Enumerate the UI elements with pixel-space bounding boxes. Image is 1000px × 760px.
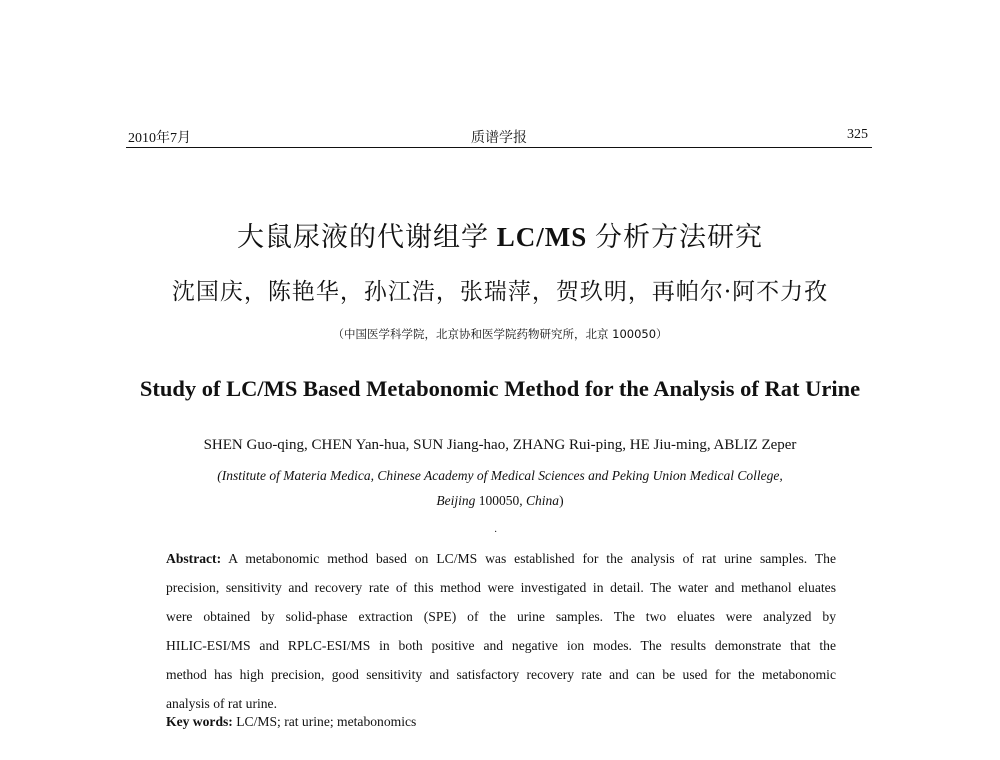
affiliation-postcode: 100050, (475, 493, 527, 508)
abstract-label: Abstract: (166, 551, 222, 566)
header-rule (126, 147, 872, 148)
chinese-title-part1: 大鼠尿液的代谢组学 (236, 222, 489, 253)
issue-date: 2010年7月 (128, 131, 191, 146)
affiliation-city: Beijing (436, 493, 476, 508)
keywords-text: LC/MS; rat urine; metabonomics (232, 714, 417, 729)
chinese-affiliation: （中国医学科学院，北京协和医学院药物研究所，北京 100050） (332, 327, 668, 341)
abstract-line-3: were obtained by solid-phase extraction (SPE) of the urine samples. The two eluates were analyzed by (166, 609, 836, 624)
abstract-line-6: analysis of rat urine. (166, 696, 277, 711)
affiliation-close: ) (559, 493, 564, 508)
separator-dot: · (494, 527, 498, 538)
english-affiliation (130, 463, 870, 513)
chinese-title-latin: LC/MS (488, 222, 595, 252)
english-affiliation-line1: (Institute of Materia Medica, Chinese Academy of Medical Sciences and Peking Union Medical College, (217, 468, 783, 483)
abstract (166, 544, 836, 718)
affiliation-country: China (526, 493, 560, 508)
journal-name: 质谱学报 (471, 131, 527, 146)
chinese-title (0, 215, 1000, 254)
page-number: 325 (847, 127, 868, 142)
abstract-line-1 (166, 544, 836, 573)
running-header (126, 125, 872, 147)
keywords (166, 714, 836, 730)
abstract-line-2: precision, sensitivity and recovery rate of this method were investigated in detail. The water and methanol eluates (166, 580, 836, 595)
abstract-text: A metabonomic method based on LC/MS was established for the analysis of rat urine samples. The (221, 551, 836, 566)
abstract-line-4: HILIC-ESI/MS and RPLC-ESI/MS in both positive and negative ion modes. The results demonstrate that the (166, 638, 836, 653)
english-affiliation-line2 (130, 488, 870, 513)
english-authors: SHEN Guo-qing, CHEN Yan-hua, SUN Jiang-hao, ZHANG Rui-ping, HE Jiu-ming, ABLIZ Zeper (203, 437, 797, 453)
chinese-authors: 沈国庆，陈艳华，孙江浩，张瑞萍，贺玖明，再帕尔·阿不力孜 (171, 279, 829, 305)
chinese-title-part2: 分析方法研究 (595, 222, 763, 253)
keywords-label: Key words: (166, 714, 233, 729)
english-title: Study of LC/MS Based Metabonomic Method for the Analysis of Rat Urine (139, 376, 861, 401)
abstract-line-5: method has high precision, good sensitivity and satisfactory recovery rate and can be used for the metabonomic (166, 667, 836, 682)
